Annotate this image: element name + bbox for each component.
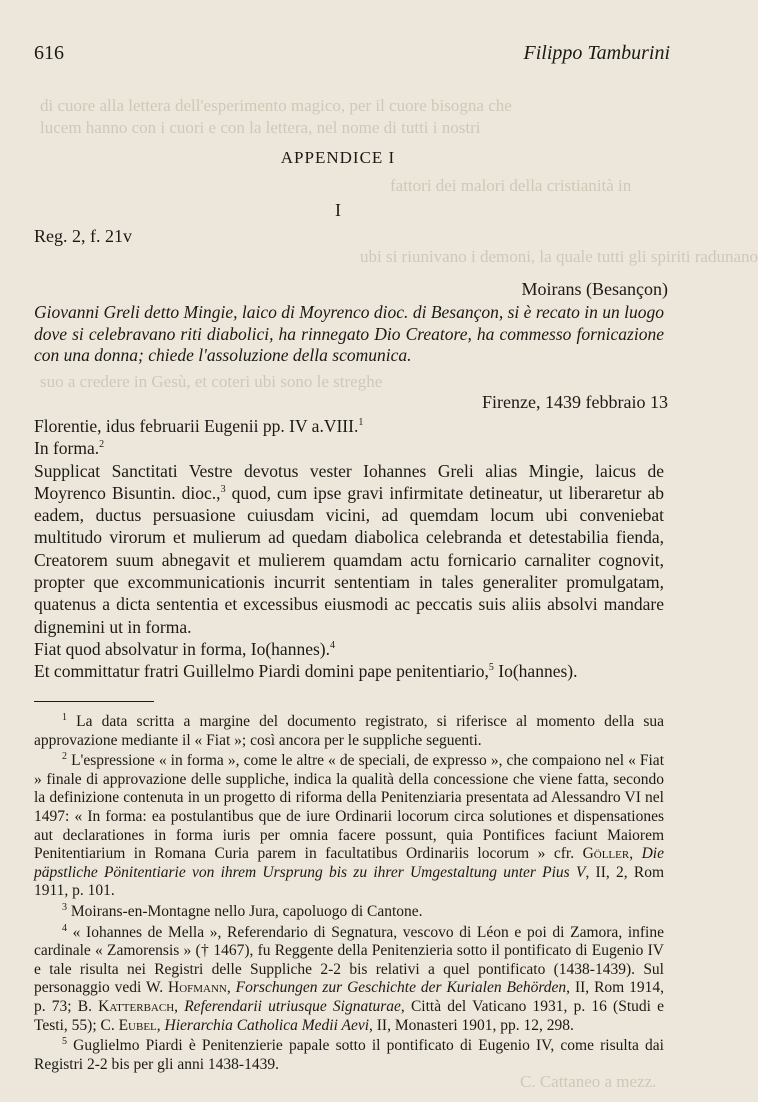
show-through-text: di cuore alla lettera dell'esperimento magico, per il cuore bisogna che	[40, 96, 512, 115]
document-text	[34, 415, 664, 683]
date-line: Firenze, 1439 febbraio 13	[482, 392, 668, 412]
footnote-1: $^1$ La data scritta a margine del documento registrato, si riferisce al momento della sua approvazione mediante il « Fiat »; così ancora per le suppliche seguenti.	[34, 711, 664, 749]
footnote-ref: 2	[99, 439, 105, 451]
document-summary: Giovanni Greli detto Mingie, laico di Moyrenco dioc. di Besançon, si è recato in un luogo dove si celebravano riti diabolici, ha rinnegato Dio Creatore, ha commesso fornicazione con una donna; chiede l'assoluzione della scomunica.	[34, 302, 664, 365]
running-title: Filippo Tamburini	[523, 42, 670, 64]
committatur-line: Et committatur fratri Guillelmo Piardi domini pape penitentiario,$^5$ Io(hannes).	[34, 661, 578, 682]
dating-clause: Florentie, idus februarii Eugenii pp. IV a.VIII.$^1$	[34, 416, 364, 436]
appendix-title: APPENDICE I	[280, 148, 396, 167]
show-through-text: lucem hanno con i cuori e con la lettera, nel nome di tutti i nostri	[40, 118, 481, 137]
fiat-line: Fiat quod absolvatur in forma, Io(hannes).$^4$	[34, 638, 335, 659]
show-through-text: ubi si riunivano i demoni, la quale tutti gli spiriti radunano	[360, 247, 758, 266]
footnote-ref: 4	[329, 640, 335, 652]
origin-place: Moirans (Besançon)	[521, 279, 668, 299]
footnote-5: $^5$ Guglielmo Piardi è Penitenzierie papale sotto il pontificato di Eugenio IV, come risulta dai Registri 2-2 bis per gli anni 1438-1439.	[34, 1035, 664, 1073]
footnote-4: $^4$ « Iohannes de Mella », Referendario di Segnatura, vescovo di Léon e poi di Zamora, infine cardinale « Zamorensis » († 1467), fu Reggente della Penitenzieria sotto il pontificato di Eugenio IV e tale risulta nei Registri delle Suppliche 2-2 bis relativi a quel pontificato (1438-1439). Sul personaggio vedi W. Hofmann, Forschungen zur Geschichte der Kurialen Behörden, II, Rom 1914, p. 73; B. Katterbach, Referendarii utriusque Signaturae, Città del Vaticano 1931, p. 16 (Studi e Testi, 55); C. Eubel, Hierarchia Catholica Medii Aevi, II, Monasteri 1901, pp. 12, 298.	[34, 922, 665, 1034]
show-through-text: fattori dei malori della cristianità in	[390, 176, 632, 195]
footnote-3: $^3$ Moirans-en-Montagne nello Jura, capoluogo di Cantone.	[62, 901, 423, 920]
footnote-2: $^2$ L'espressione « in forma », come le altre « de speciali, de expresso », che compaiono nel « Fiat » finale di approvazione delle suppliche, indica la qualità della concessione che viene fatta, secondo la definizione contenuta in un progetto di riforma della Penitenziaria presentata ad Alessandro VI nel 1497: « In forma: ea postulantibus que de iure Ordinarii locorum circa solutiones et dispensationes aut declarationes in forma iuris per omnia facere possunt, quia Pontifices faciunt Maiorem Penitentiarium in Romana Curia parem in facultatibus Ordinariis locorum » cfr. Göller, Die päpstliche Pönitentiarie von ihrem Ursprung bis zu ihrer Umgestaltung unter Pius V, II, 2, Rom 1911, p. 101.	[34, 751, 665, 900]
supplication-paragraph: Supplicat Sanctitati Vestre devotus vester Iohannes Greli alias Mingie, laicus de Moyrenco Bisuntin. dioc.,$^3$ quod, cum ipse gravi infirmitate detineatur, ut liberaretur ab eadem, ductus persuasione cuiusdam vicini, ad quemdam locum ubi conveniebat multitudo virorum et mulierum ad quedam diabolica celebranda et detestabilia fienda, Creatorem suum abnegavit et mulierem quamdam actu fornicario carnaliter cognovit, propter que excommunicationis incurrit sententiam in tales generaliter promulgatam, quatenus a dicta sententia et excessibus eiusmodi ac peccatis suis aliis absolvi mandare dignemini ut in forma.	[34, 460, 664, 637]
show-through-text: suo a credere in Gesù, et coteri ubi sono le streghe	[40, 372, 383, 391]
footnote-ref: 3	[220, 484, 226, 496]
page-number: 616	[34, 42, 64, 64]
register-reference: Reg. 2, f. 21v	[34, 226, 132, 246]
footnote-separator	[34, 701, 154, 702]
running-head	[34, 42, 670, 68]
footnotes	[34, 713, 664, 1076]
footnote-ref: 5	[488, 662, 494, 674]
form-clause: In forma.$^2$	[34, 438, 105, 459]
footnote-ref: 1	[358, 417, 364, 429]
show-through-text: C. Cattaneo a mezz.	[520, 1072, 657, 1091]
section-number: I	[335, 200, 341, 220]
